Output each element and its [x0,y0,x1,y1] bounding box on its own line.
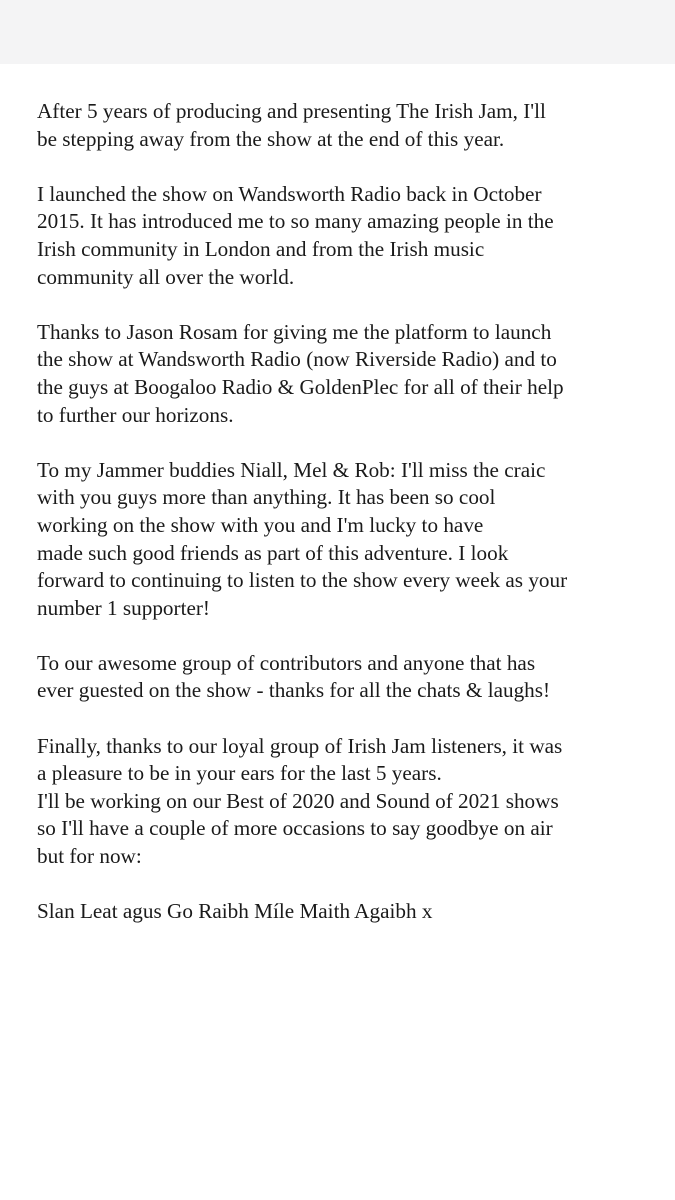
paragraph-intro [37,98,667,153]
text-line: I'll be working on our Best of 2020 and Sound of 2021 shows [37,788,559,813]
text-line: community all over the world. [37,264,295,289]
text-line: Slan Leat agus Go Raibh Míle Maith Agaibh x [37,899,433,924]
message-text [37,98,667,953]
text-line: the guys at Boogaloo Radio & GoldenPlec for all of their help [37,374,564,399]
paragraph-farewell [37,898,667,926]
text-line: forward to continuing to listen to the show every week as your [37,568,568,593]
text-line: After 5 years of producing and presenting The Irish Jam, I'll [37,99,546,123]
text-line: working on the show with you and I'm lucky to have [37,512,484,537]
text-line: with you guys more than anything. It has been so cool [37,485,496,510]
text-line: made such good friends as part of this adventure. I look [37,540,509,565]
paragraph-launch [37,181,667,291]
text-line: To our awesome group of contributors and anyone that has [37,650,536,675]
text-line: 2015. It has introduced me to so many amazing people in the [37,209,554,234]
paragraph-listeners [37,733,667,871]
paragraph-jammers [37,457,667,623]
text-line: I launched the show on Wandsworth Radio back in October [37,181,542,206]
text-line: to further our horizons. [37,402,234,427]
text-line: Thanks to Jason Rosam for giving me the platform to launch [37,319,552,344]
paragraph-contributors [37,650,667,705]
text-line: but for now: [37,844,142,869]
text-line: number 1 supporter! [37,595,210,620]
paragraph-thanks [37,319,667,429]
top-bar [0,0,675,64]
text-line: a pleasure to be in your ears for the last 5 years. [37,761,442,786]
text-line: so I'll have a couple of more occasions to say goodbye on air [37,816,553,841]
text-line: Finally, thanks to our loyal group of Irish Jam listeners, it was [37,733,563,758]
text-line: To my Jammer buddies Niall, Mel & Rob: I'll miss the craic [37,457,546,482]
text-line: the show at Wandsworth Radio (now Riverside Radio) and to [37,347,557,372]
text-line: ever guested on the show - thanks for all the chats & laughs! [37,678,551,703]
text-line: Irish community in London and from the Irish music [37,236,485,261]
text-line: be stepping away from the show at the end of this year. [37,126,505,151]
